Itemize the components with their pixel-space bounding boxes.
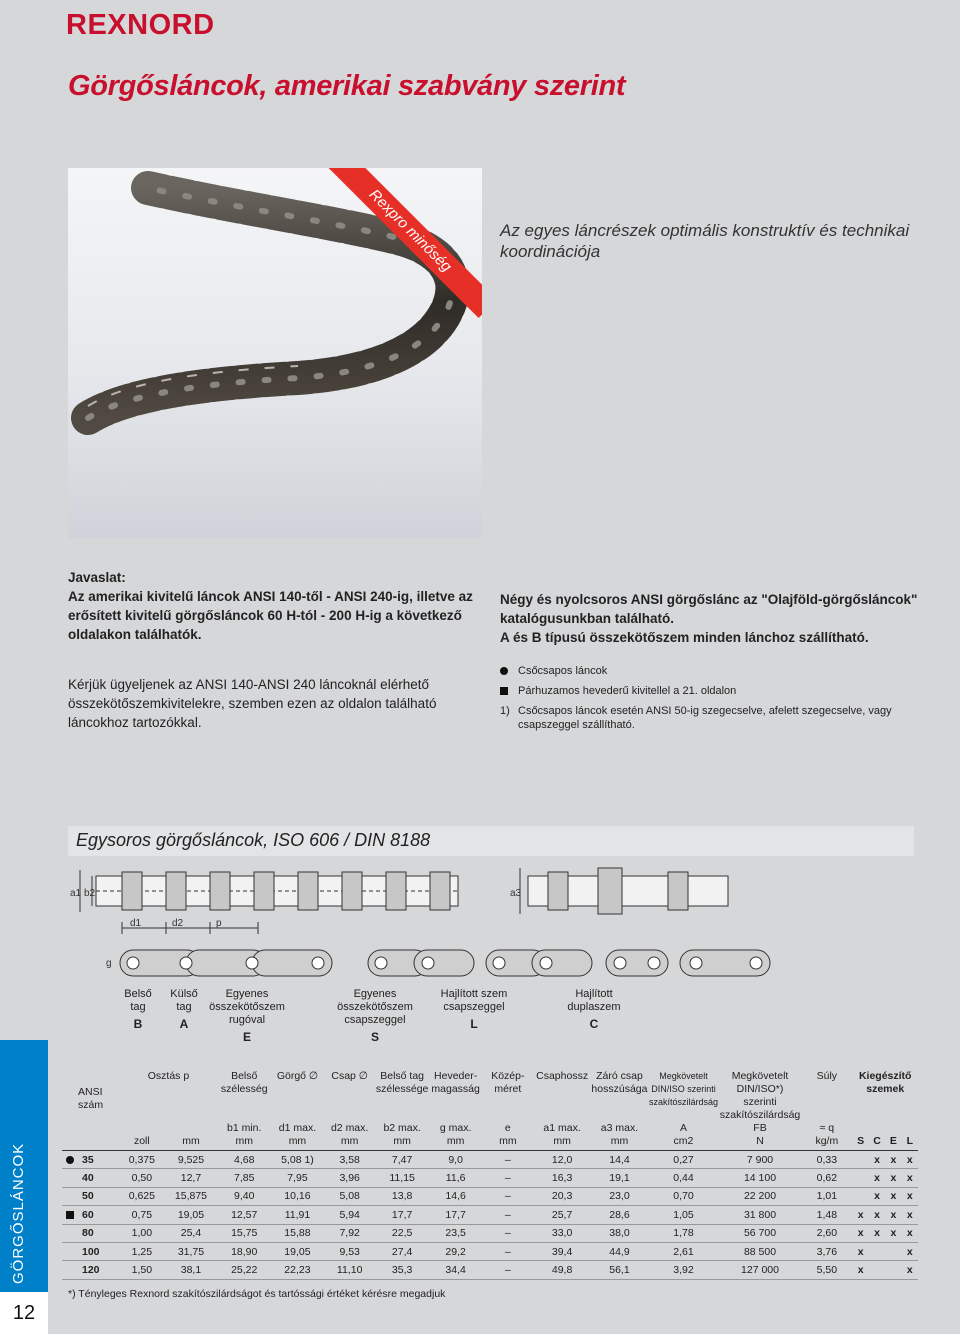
ansi-number: 60 [82, 1208, 94, 1221]
ansi-number: 100 [82, 1245, 100, 1258]
table-cell: 22,23 [271, 1261, 324, 1279]
table-row [62, 1206, 918, 1224]
table-cell: 33,0 [533, 1224, 590, 1242]
table-cell: 11,15 [375, 1169, 429, 1187]
table-cell: 5,94 [324, 1206, 375, 1224]
table-cell: 13,8 [375, 1187, 429, 1205]
extra-link-cell: x [869, 1187, 885, 1205]
ansi-number-cell [62, 1169, 119, 1187]
ansi-number-cell [62, 1151, 119, 1169]
table-cell: 16,3 [533, 1169, 590, 1187]
table-cell: – [482, 1206, 533, 1224]
table-cell: 1,01 [801, 1187, 852, 1205]
unit: mm [429, 1135, 482, 1151]
legend-text: Csőcsapos láncok [518, 665, 608, 677]
col-roller: Görgő ∅ [276, 1070, 319, 1082]
extra-link-cell: x [852, 1242, 868, 1260]
extra-link-cell: x [852, 1206, 868, 1224]
table-row [62, 1169, 918, 1187]
table-cell: 1,00 [119, 1224, 164, 1242]
sym-g: g max. [439, 1122, 472, 1134]
extra-link-cell [869, 1242, 885, 1260]
p-label: p [216, 918, 222, 929]
sym-d1: d1 max. [278, 1122, 317, 1134]
col-pitch: Osztás p [147, 1070, 190, 1082]
spec-table [62, 1070, 918, 1280]
ansi-number: 80 [82, 1227, 94, 1240]
sym-b2: b2 max. [383, 1122, 421, 1134]
table-cell: 23,5 [429, 1224, 482, 1242]
table-cell: 0,44 [648, 1169, 719, 1187]
table-cell: 34,4 [429, 1261, 482, 1279]
connector-label: Hajlított duplaszem [567, 988, 621, 1013]
table-cell: 0,33 [801, 1151, 852, 1169]
sym-a1: a1 max. [543, 1122, 581, 1134]
table-cell: 0,625 [119, 1187, 164, 1205]
extra-link-cell: x [885, 1187, 901, 1205]
table-cell: 7,92 [324, 1224, 375, 1242]
ansi-number-cell [62, 1206, 119, 1224]
unit: E [885, 1135, 901, 1151]
table-cell: 31 800 [719, 1206, 801, 1224]
table-cell: 4,68 [218, 1151, 271, 1169]
legend-item [500, 704, 930, 732]
table-cell: 31,75 [164, 1242, 217, 1260]
table-cell: 56,1 [591, 1261, 648, 1279]
table-cell: 19,05 [271, 1242, 324, 1260]
table-cell: 3,92 [648, 1261, 719, 1279]
unit: C [869, 1135, 885, 1151]
connector-C [562, 988, 626, 1031]
connector-code: L [470, 1017, 478, 1031]
legend [500, 664, 930, 732]
table-subheader-row [62, 1122, 918, 1135]
connector-label: Egyenes összekötőszem rugóval [209, 988, 285, 1026]
table-header-row [62, 1070, 918, 1122]
extra-link-cell: x [869, 1206, 885, 1224]
table-cell: 12,57 [218, 1206, 271, 1224]
table-cell: 25,7 [533, 1206, 590, 1224]
table-cell: 44,9 [591, 1242, 648, 1260]
recommendation-block [68, 568, 488, 732]
a1-label: a1 [70, 888, 82, 899]
ansi-number: 50 [82, 1190, 94, 1203]
connector-E [204, 988, 290, 1044]
table-row [62, 1242, 918, 1260]
square-icon [66, 1211, 74, 1219]
section-header [68, 826, 914, 856]
connector-label: Egyenes összekötőszem csapszeggel [337, 988, 413, 1026]
table-row [62, 1151, 918, 1169]
section-title: Egysoros görgősláncok, ISO 606 / DIN 8188 [76, 830, 431, 850]
extra-link-cell: x [902, 1151, 918, 1169]
extra-link-cell [852, 1187, 868, 1205]
b2-label: b2 [84, 888, 96, 899]
table-cell: 18,90 [218, 1242, 271, 1260]
table-cell: 5,50 [801, 1261, 852, 1279]
col-pin: Csap ∅ [331, 1070, 368, 1082]
sym-FB: FB [753, 1122, 767, 1134]
unit: mm [164, 1135, 217, 1151]
legend-item [500, 664, 930, 684]
chain-photo [68, 168, 482, 538]
col-extra-links: Kiegészítő szemek [858, 1070, 912, 1095]
table-cell: 15,88 [271, 1224, 324, 1242]
unit: kg/m [801, 1135, 852, 1151]
table-cell: 0,50 [119, 1169, 164, 1187]
table-cell: – [482, 1224, 533, 1242]
table-cell: 1,25 [119, 1242, 164, 1260]
extra-link-cell: x [885, 1151, 901, 1169]
col-closing-pin: Záró csap hosszúsága [591, 1070, 648, 1095]
table-cell: 9,40 [218, 1187, 271, 1205]
unit: mm [591, 1135, 648, 1151]
connector-code: B [133, 1017, 143, 1031]
ansi-number-cell [62, 1187, 119, 1205]
unit: mm [324, 1135, 375, 1151]
table-cell: 17,7 [429, 1206, 482, 1224]
sym-a3: a3 max. [600, 1122, 639, 1134]
table-cell: 5,08 [324, 1187, 375, 1205]
d1-label: d1 [130, 918, 142, 929]
subtitle: Az egyes láncrészek optimális konstruktív és technikai koordinációja [500, 221, 910, 261]
table-cell: – [482, 1187, 533, 1205]
table-cell: 11,10 [324, 1261, 375, 1279]
extra-link-cell: x [869, 1169, 885, 1187]
extra-link-cell [852, 1169, 868, 1187]
extra-link-cell: x [852, 1261, 868, 1279]
ansi-number-cell [62, 1242, 119, 1260]
table-units-row [62, 1135, 918, 1151]
col-pin-length: Csaphossz [536, 1070, 589, 1082]
extra-link-cell: x [869, 1224, 885, 1242]
rexnord-logo [66, 8, 246, 42]
connector-label: Belső tag [124, 988, 152, 1013]
connector-labels [68, 988, 914, 1048]
ansi-number: 120 [82, 1264, 100, 1277]
table-cell: 11,6 [429, 1169, 482, 1187]
unit: mm [375, 1135, 429, 1151]
table-cell: 3,76 [801, 1242, 852, 1260]
chain-drawing [68, 858, 914, 990]
table-cell: 2,60 [801, 1224, 852, 1242]
chain-diagram [68, 858, 914, 990]
extra-link-cell: x [902, 1206, 918, 1224]
table-cell: 14,4 [591, 1151, 648, 1169]
table-cell: 25,4 [164, 1224, 217, 1242]
extra-link-cell [885, 1242, 901, 1260]
square-icon [500, 687, 508, 695]
table-cell: 27,4 [375, 1242, 429, 1260]
table-cell: 25,22 [218, 1261, 271, 1279]
page-number: 12 [0, 1292, 48, 1334]
chapter-tab [0, 1040, 48, 1334]
unit: N [719, 1135, 801, 1151]
table-cell: 12,7 [164, 1169, 217, 1187]
table-cell: 11,91 [271, 1206, 324, 1224]
connector-S [332, 988, 418, 1044]
table-cell: 22 200 [719, 1187, 801, 1205]
legend-text: Csőcsapos láncok esetén ANSI 50-ig szegecselve, afelett szegecselve, vagy csapszeggel szállítható. [518, 705, 892, 731]
unit: mm [218, 1135, 271, 1151]
table-cell: 88 500 [719, 1242, 801, 1260]
table-cell: 9,53 [324, 1242, 375, 1260]
sym-e: e [504, 1122, 511, 1134]
table-cell: – [482, 1151, 533, 1169]
unit: L [902, 1135, 918, 1151]
sym-q: ≈ q [819, 1122, 835, 1134]
footnote-marker: 1) [500, 705, 510, 717]
table-cell: 0,75 [119, 1206, 164, 1224]
col-weight: Súly [816, 1070, 838, 1082]
table-cell: 1,78 [648, 1224, 719, 1242]
table-cell: 29,2 [429, 1242, 482, 1260]
table-row [62, 1261, 918, 1279]
connector-note: Kérjük ügyeljenek az ANSI 140-ANSI 240 láncoknál elérhető összekötőszemkivitelekre, szemben ezen az oldalon található láncokhoz tartozókkal. [68, 677, 437, 730]
table-cell: 1,50 [119, 1261, 164, 1279]
table-cell: 2,61 [648, 1242, 719, 1260]
table-cell: 22,5 [375, 1224, 429, 1242]
g-label: g [106, 958, 112, 969]
a3-label: a3 [510, 888, 522, 899]
sym-d2: d2 max. [330, 1122, 369, 1134]
table-cell: 0,62 [801, 1169, 852, 1187]
col-req-strength: Megkövetelt DIN/ISO szerinti szakítószilárdság [648, 1071, 718, 1107]
col-ansi: ANSI szám [78, 1086, 104, 1111]
extra-link-cell: x [902, 1169, 918, 1187]
table-cell: 1,48 [801, 1206, 852, 1224]
unit: mm [533, 1135, 590, 1151]
connector-code: S [370, 1030, 379, 1044]
unit: mm [482, 1135, 533, 1151]
col-inner-link: Belső tag szélessége [375, 1070, 429, 1095]
table-cell: 23,0 [591, 1187, 648, 1205]
ansi-number: 40 [82, 1172, 94, 1185]
ansi-number: 35 [82, 1153, 94, 1166]
table-cell: 10,16 [271, 1187, 324, 1205]
d2-label: d2 [172, 918, 184, 929]
extra-link-cell: x [885, 1169, 901, 1187]
table-cell: 35,3 [375, 1261, 429, 1279]
ansi-number-cell [62, 1261, 119, 1279]
extra-link-cell: x [869, 1151, 885, 1169]
table-cell: 56 700 [719, 1224, 801, 1242]
table-cell: 19,05 [164, 1206, 217, 1224]
table-cell: 5,08 1) [271, 1151, 324, 1169]
extra-link-cell [885, 1261, 901, 1279]
unit: zoll [119, 1135, 164, 1151]
table-cell: 1,05 [648, 1206, 719, 1224]
connector-label: Hajlított szem csapszeggel [440, 988, 508, 1013]
table-cell: 0,70 [648, 1187, 719, 1205]
table-cell: 14 100 [719, 1169, 801, 1187]
connector-A [164, 988, 204, 1031]
connector-code: E [242, 1030, 251, 1044]
info-text-2: A és B típusú összekötőszem minden lánchoz szállítható. [500, 630, 869, 645]
unit: mm [271, 1135, 324, 1151]
chapter-label: GÖRGŐSLÁNCOK [10, 1142, 27, 1284]
page-title: Görgősláncok, amerikai szabvány szerint [68, 70, 626, 102]
table-cell: 7 900 [719, 1151, 801, 1169]
ansi-number-cell [62, 1224, 119, 1242]
dot-icon [66, 1156, 74, 1164]
table-cell: 15,75 [218, 1224, 271, 1242]
footnote: *) Tényleges Rexnord szakítószilárdságot és tartóssági értéket kérésre megadjuk [68, 1288, 446, 1300]
table-cell: 20,3 [533, 1187, 590, 1205]
table-cell: 0,27 [648, 1151, 719, 1169]
table-cell: 28,6 [591, 1206, 648, 1224]
extra-link-cell: x [885, 1206, 901, 1224]
table-cell: 38,1 [164, 1261, 217, 1279]
extra-link-cell [869, 1261, 885, 1279]
brand-name: REXNORD [66, 9, 215, 41]
info-text: Négy és nyolcsoros ANSI görgőslánc az "Olajföld-görgősláncok" katalógusunkban található. [500, 592, 918, 626]
recommendation-heading: Javaslat: [68, 570, 126, 585]
table-cell: 19,1 [591, 1169, 648, 1187]
recommendation-text: Az amerikai kivitelű láncok ANSI 140-től - ANSI 240-ig, illetve az erősített kivitelű görgősláncok 60 H-tól - 200 H-ig a következő oldalakon találhatók. [68, 589, 473, 642]
dot-icon [500, 667, 508, 675]
table-cell: 3,58 [324, 1151, 375, 1169]
extra-link-cell: x [902, 1187, 918, 1205]
table-cell: – [482, 1242, 533, 1260]
sym-b1: b1 min. [226, 1122, 262, 1134]
unit: S [852, 1135, 868, 1151]
connector-code: A [179, 1017, 189, 1031]
extra-link-cell: x [902, 1224, 918, 1242]
unit: cm2 [648, 1135, 719, 1151]
connector-L [438, 988, 510, 1031]
table-cell: 17,7 [375, 1206, 429, 1224]
table-cell: 3,96 [324, 1169, 375, 1187]
sym-A: A [679, 1122, 687, 1134]
col-plate-height: Heveder-magasság [431, 1070, 480, 1095]
col-center: Közép-méret [491, 1070, 525, 1095]
extra-link-cell: x [902, 1261, 918, 1279]
table-row [62, 1187, 918, 1205]
table-cell: 12,0 [533, 1151, 590, 1169]
legend-text: Párhuzamos hevederű kivitellel a 21. oldalon [518, 685, 737, 697]
connector-code: C [589, 1017, 599, 1031]
table-cell: 7,95 [271, 1169, 324, 1187]
extra-link-cell [852, 1151, 868, 1169]
table-cell: 7,85 [218, 1169, 271, 1187]
table-cell: 7,47 [375, 1151, 429, 1169]
ribbon-text: Rexpro minőség [365, 186, 455, 276]
table-cell: – [482, 1169, 533, 1187]
legend-item [500, 684, 930, 704]
table-cell: 39,4 [533, 1242, 590, 1260]
info-block [500, 590, 930, 647]
connector-label: Külső tag [170, 988, 198, 1013]
col-inner-width: Belső szélesség [220, 1070, 268, 1095]
table-cell: 14,6 [429, 1187, 482, 1205]
table-cell: 0,375 [119, 1151, 164, 1169]
col-req-strength-2: Megkövetelt DIN/ISO*) szerinti szakítószilárdság [719, 1070, 801, 1121]
table-cell: 38,0 [591, 1224, 648, 1242]
extra-link-cell: x [885, 1224, 901, 1242]
table-cell: 127 000 [719, 1261, 801, 1279]
extra-link-cell: x [902, 1242, 918, 1260]
table-cell: 49,8 [533, 1261, 590, 1279]
table-cell: 15,875 [164, 1187, 217, 1205]
extra-link-cell: x [852, 1224, 868, 1242]
table-cell: – [482, 1261, 533, 1279]
table-cell: 9,525 [164, 1151, 217, 1169]
table-row [62, 1224, 918, 1242]
table-cell: 9,0 [429, 1151, 482, 1169]
connector-B [118, 988, 158, 1031]
